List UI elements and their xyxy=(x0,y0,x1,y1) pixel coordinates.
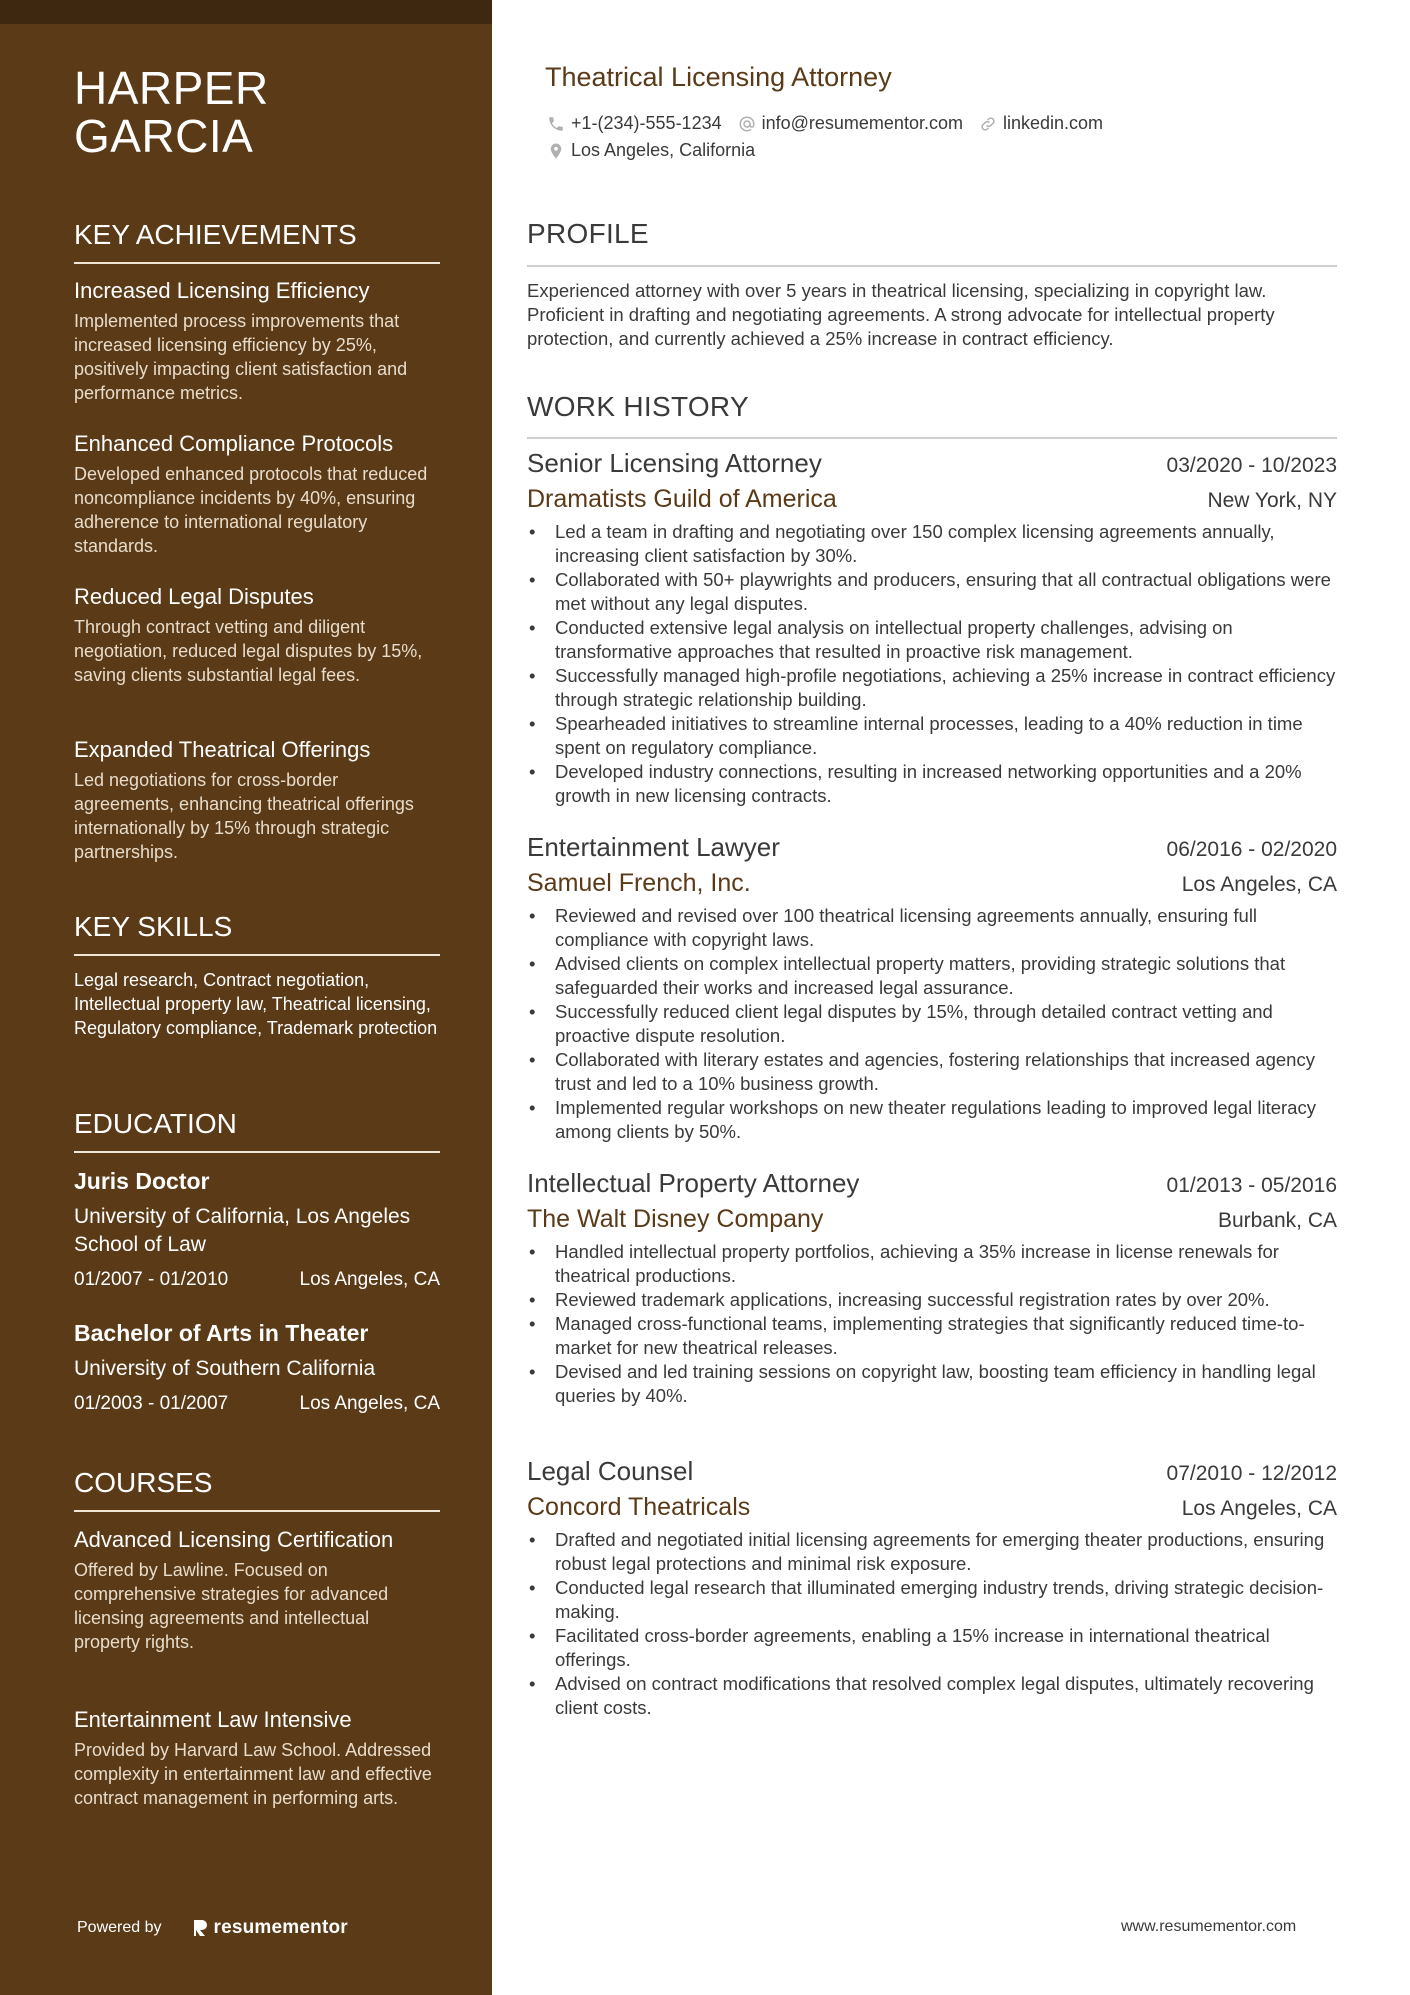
achievement-desc: Developed enhanced protocols that reduced noncompliance incidents by 40%, ensuring adherence to international regulatory standards. xyxy=(74,464,428,556)
job-location: Los Angeles, CA xyxy=(1181,1497,1337,1520)
job-bullet: • Implemented regular workshops on new theater regulations leading to improved legal literacy among clients by 50%. xyxy=(527,1096,1337,1144)
achievements-title: KEY ACHIEVEMENTS xyxy=(74,219,357,250)
powered-by-label: Powered by xyxy=(77,1919,162,1936)
education-title: EDUCATION xyxy=(74,1108,237,1139)
contact-row xyxy=(547,113,1103,134)
logo-text: resumementor xyxy=(213,1917,348,1938)
achievement-title: Expanded Theatrical Offerings xyxy=(74,737,371,762)
education-location: Los Angeles, CA xyxy=(299,1269,440,1290)
achievement-title: Enhanced Compliance Protocols xyxy=(74,431,394,456)
candidate-name xyxy=(74,64,440,160)
achievement-item xyxy=(74,430,440,558)
location-row xyxy=(547,140,755,161)
skills-section xyxy=(74,910,440,1040)
link-icon xyxy=(979,115,997,133)
education-school: University of Southern California xyxy=(74,1357,376,1380)
achievement-desc: Implemented process improvements that increased licensing efficiency by 25%, positively impacting client satisfaction and performance metrics. xyxy=(74,311,408,403)
achievement-item xyxy=(74,583,440,687)
courses-section xyxy=(74,1466,440,1512)
job-entry xyxy=(527,1456,1337,1720)
course-item xyxy=(74,1706,440,1810)
work-history-title: WORK HISTORY xyxy=(527,391,749,422)
courses-title: COURSES xyxy=(74,1467,213,1498)
job-role: Entertainment Lawyer xyxy=(527,832,780,862)
education-school: University of California, Los Angeles School of Law xyxy=(74,1205,411,1256)
education-location: Los Angeles, CA xyxy=(299,1393,440,1414)
job-dates: 06/2016 - 02/2020 xyxy=(1166,838,1337,861)
job-company: Concord Theatricals xyxy=(527,1493,751,1521)
job-entry xyxy=(527,832,1337,1144)
job-role: Legal Counsel xyxy=(527,1456,694,1486)
location-text: Los Angeles, California xyxy=(571,140,756,160)
job-bullet: • Reviewed trademark applications, increasing successful registration rates by over 20%. xyxy=(527,1288,1337,1312)
job-entry xyxy=(527,1168,1337,1408)
achievement-desc: Led negotiations for cross-border agreements, enhancing theatrical offerings internationally by 15% through strategic partnerships. xyxy=(74,770,414,862)
job-dates: 03/2020 - 10/2023 xyxy=(1166,454,1337,477)
at-icon xyxy=(738,115,756,133)
footer-url[interactable]: www.resumementor.com xyxy=(1121,1918,1297,1935)
job-company: Dramatists Guild of America xyxy=(527,485,837,513)
name-line-2: GARCIA xyxy=(74,110,254,162)
education-dates: 01/2007 - 01/2010 xyxy=(74,1269,229,1290)
job-entry xyxy=(527,448,1337,808)
education-item xyxy=(74,1319,440,1417)
section-divider xyxy=(74,1151,440,1153)
job-bullet: • Advised clients on complex intellectual property matters, providing strategic solutions that safeguarded their works and increased legal assurance. xyxy=(527,952,1337,1000)
job-bullet: • Spearheaded initiatives to streamline internal processes, leading to a 40% reduction in time spent on regulatory compliance. xyxy=(527,712,1337,760)
name-line-1: HARPER xyxy=(74,62,269,114)
education-degree: Bachelor of Arts in Theater xyxy=(74,1320,369,1346)
job-bullets xyxy=(527,1528,1337,1720)
education-degree: Juris Doctor xyxy=(74,1168,210,1194)
course-desc: Offered by Lawline. Focused on comprehensive strategies for advanced licensing agreements and intellectual property rights. xyxy=(74,1560,389,1652)
education-dates: 01/2003 - 01/2007 xyxy=(74,1393,229,1414)
job-location: Burbank, CA xyxy=(1217,1209,1337,1232)
phone-text: +1-(234)-555-1234 xyxy=(571,113,722,133)
section-divider xyxy=(74,954,440,956)
job-bullet: • Handled intellectual property portfolios, achieving a 35% increase in license renewals for theatrical productions. xyxy=(527,1240,1337,1288)
resumementor-logo-icon xyxy=(192,1918,208,1938)
job-bullet: • Collaborated with literary estates and agencies, fostering relationships that increased agency trust and led to a 10% business growth. xyxy=(527,1048,1337,1096)
contact-phone[interactable] xyxy=(547,113,722,134)
job-role: Senior Licensing Attorney xyxy=(527,448,822,478)
education-meta xyxy=(74,1267,440,1293)
job-bullets xyxy=(527,904,1337,1144)
job-bullets xyxy=(527,520,1337,808)
achievement-desc: Through contract vetting and diligent negotiation, reduced legal disputes by 15%, saving clients substantial legal fees. xyxy=(74,617,423,685)
contact-email[interactable] xyxy=(738,113,963,134)
section-divider xyxy=(74,1510,440,1512)
job-dates: 07/2010 - 12/2012 xyxy=(1166,1462,1337,1485)
course-title: Advanced Licensing Certification xyxy=(74,1527,394,1552)
profile-title: PROFILE xyxy=(527,218,649,249)
course-title: Entertainment Law Intensive xyxy=(74,1707,352,1732)
job-company: Samuel French, Inc. xyxy=(527,869,751,897)
section-divider xyxy=(74,262,440,264)
course-desc: Provided by Harvard Law School. Addressed complexity in entertainment law and effective contract management in performing arts. xyxy=(74,1740,432,1808)
job-bullet: • Led a team in drafting and negotiating over 150 complex licensing agreements annually, increasing client satisfaction by 30%. xyxy=(527,520,1337,568)
phone-icon xyxy=(547,115,565,133)
job-location: Los Angeles, CA xyxy=(1181,873,1337,896)
job-bullets xyxy=(527,1240,1337,1408)
job-bullet: • Managed cross-functional teams, implementing strategies that significantly reduced time-to-market for new theatrical releases. xyxy=(527,1312,1337,1360)
education-section xyxy=(74,1107,440,1153)
education-item xyxy=(74,1167,440,1293)
job-bullet: • Conducted legal research that illuminated emerging industry trends, driving strategic decision-making. xyxy=(527,1576,1337,1624)
job-bullet: • Successfully reduced client legal disputes by 15%, through detailed contract vetting and proactive dispute resolution. xyxy=(527,1000,1337,1048)
skills-list: Legal research, Contract negotiation, Intellectual property law, Theatrical licensing, Regulatory compliance, Trademark protection xyxy=(74,970,438,1038)
education-meta xyxy=(74,1391,440,1417)
job-dates: 01/2013 - 05/2016 xyxy=(1166,1174,1337,1197)
profile-text: Experienced attorney with over 5 years in theatrical licensing, specializing in copyright law. Proficient in drafting and negotiating agreements. A strong advocate for intellectual property protection, and currently achieved a 25% increase in contract efficiency. xyxy=(527,280,1275,349)
resumementor-logo[interactable] xyxy=(192,1917,348,1939)
section-divider xyxy=(527,437,1337,439)
job-location: New York, NY xyxy=(1207,489,1337,512)
job-bullet: • Drafted and negotiated initial licensing agreements for emerging theater productions, ensuring robust legal protections and minimal risk exposure. xyxy=(527,1528,1337,1576)
job-bullet: • Conducted extensive legal analysis on intellectual property challenges, advising on transformative approaches that resulted in proactive risk management. xyxy=(527,616,1337,664)
job-company: The Walt Disney Company xyxy=(527,1205,824,1233)
sidebar-top-strip xyxy=(0,0,492,24)
job-bullet: • Developed industry connections, resulting in increased networking opportunities and a 20% growth in new licensing contracts. xyxy=(527,760,1337,808)
skills-title: KEY SKILLS xyxy=(74,911,233,942)
linkedin-text: linkedin.com xyxy=(1002,113,1104,133)
sidebar xyxy=(0,0,492,1995)
email-text: info@resumementor.com xyxy=(761,113,963,133)
job-bullet: • Successfully managed high-profile negotiations, achieving a 25% increase in contract efficiency through strategic relationship building. xyxy=(527,664,1337,712)
job-role: Intellectual Property Attorney xyxy=(527,1168,860,1198)
achievement-item xyxy=(74,736,440,864)
achievement-title: Reduced Legal Disputes xyxy=(74,584,314,609)
contact-location xyxy=(547,140,755,161)
location-pin-icon xyxy=(547,142,565,160)
achievement-title: Increased Licensing Efficiency xyxy=(74,278,370,303)
job-bullet: • Facilitated cross-border agreements, enabling a 15% increase in international theatrical offerings. xyxy=(527,1624,1337,1672)
section-divider xyxy=(527,265,1337,267)
job-bullet: • Collaborated with 50+ playwrights and producers, ensuring that all contractual obligations were met without any legal disputes. xyxy=(527,568,1337,616)
job-bullet: • Devised and led training sessions on copyright law, boosting team efficiency in handling legal queries by 40%. xyxy=(527,1360,1337,1408)
job-bullet: • Reviewed and revised over 100 theatrical licensing agreements annually, ensuring full compliance with copyright laws. xyxy=(527,904,1337,952)
job-bullet: • Advised on contract modifications that resolved complex legal disputes, ultimately recovering client costs. xyxy=(527,1672,1337,1720)
course-item xyxy=(74,1526,440,1654)
achievements-section xyxy=(74,218,440,264)
target-job-title: Theatrical Licensing Attorney xyxy=(545,62,892,92)
powered-by xyxy=(77,1917,348,1939)
achievement-item xyxy=(74,277,440,405)
contact-linkedin[interactable] xyxy=(979,113,1103,134)
